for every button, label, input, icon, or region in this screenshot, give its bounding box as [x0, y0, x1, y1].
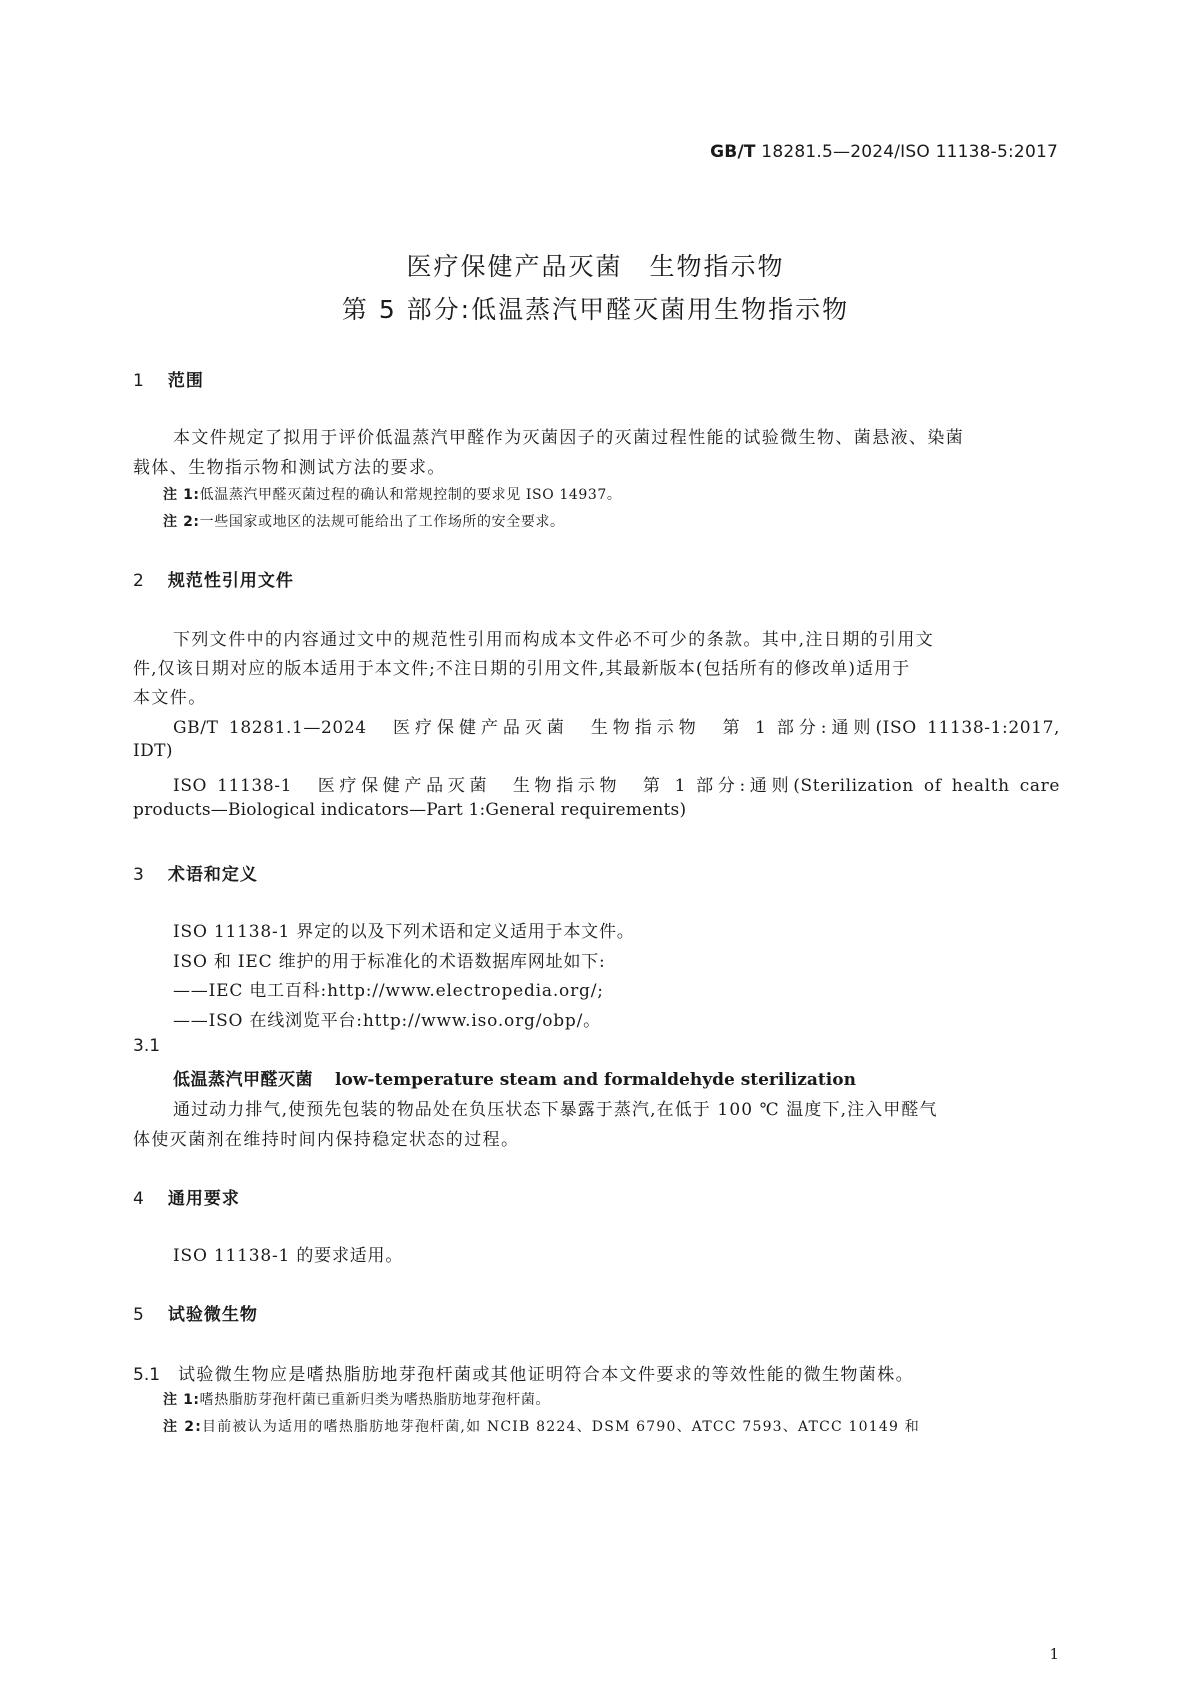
term-3-1 — [173, 1065, 856, 1090]
reference-2-line1: ISO 11138-1 医疗保健产品灭菌 生物指示物 第 1 部分:通则(Sterilization of health care — [173, 776, 1060, 796]
section-title: 试验微生物 — [167, 1305, 258, 1325]
subsection-3-1-number: 3.1 — [133, 1036, 161, 1056]
reference-2-line2: products—Biological indicators—Part 1:General requirements) — [133, 800, 687, 820]
document-title-line1: 医疗保健产品灭菌 生物指示物 — [406, 252, 785, 281]
section-3-iso-link-line: ——ISO 在线浏览平台:http://www.iso.org/obp/。 — [173, 1011, 601, 1031]
section-1-heading — [133, 366, 204, 391]
standard-code — [710, 142, 1058, 162]
section-3-paragraph-1: ISO 11138-1 界定的以及下列术语和定义适用于本文件。 — [173, 922, 635, 942]
section-2-paragraph-line1: 下列文件中的内容通过文中的规范性引用而构成本文件必不可少的条款。其中,注日期的引用文 — [173, 630, 935, 650]
note-text: 嗜热脂肪芽孢杆菌已重新归类为嗜热脂肪地芽孢杆菌。 — [199, 1392, 551, 1408]
section-1-note-2 — [163, 511, 565, 531]
note-text: 目前被认为适用的嗜热脂肪地芽孢杆菌,如 NCIB 8224、DSM 6790、ATCC 7593、ATCC 10149 和 — [202, 1419, 920, 1435]
section-4-paragraph: ISO 11138-1 的要求适用。 — [173, 1246, 404, 1266]
note-label: 注 1: — [163, 487, 200, 503]
section-5-heading — [133, 1300, 258, 1325]
note-label: 注 2: — [163, 1419, 203, 1435]
section-2-paragraph-line2: 件,仅该日期对应的版本适用于本文件;不注日期的引用文件,其最新版本(包括所有的修改单)适用于 — [133, 659, 911, 679]
section-1-note-1 — [163, 484, 621, 504]
standard-code-number: 18281.5—2024/ISO 11138-5:2017 — [761, 142, 1058, 162]
section-number: 1 — [133, 371, 145, 391]
note-text: 低温蒸汽甲醛灭菌过程的确认和常规控制的要求见 ISO 14937。 — [199, 487, 622, 503]
section-number: 2 — [133, 571, 145, 591]
standard-code-prefix: GB/T — [710, 142, 756, 162]
reference-1-line2: IDT) — [133, 741, 173, 761]
term-english: low-temperature steam and formaldehyde sterilization — [335, 1070, 856, 1090]
note-text: 一些国家或地区的法规可能给出了工作场所的安全要求。 — [199, 514, 565, 530]
section-3-iec-link-line: ——IEC 电工百科:http://www.electropedia.org/; — [173, 981, 604, 1001]
section-title: 通用要求 — [167, 1189, 240, 1209]
section-number: 3 — [133, 865, 145, 885]
subsection-5-1 — [133, 1360, 914, 1385]
section-number: 4 — [133, 1189, 145, 1209]
term-3-1-definition-line1: 通过动力排气,使预先包装的物品处在负压状态下暴露于蒸汽,在低于 100 ℃ 温度下,注入甲醛气 — [173, 1100, 938, 1120]
section-2-heading — [133, 566, 294, 591]
section-number: 5 — [133, 1305, 145, 1325]
section-1-paragraph-line1: 本文件规定了拟用于评价低温蒸汽甲醛作为灭菌因子的灭菌过程性能的试验微生物、菌悬液、染菌 — [173, 428, 965, 448]
section-3-heading — [133, 860, 258, 885]
section-2-paragraph-line3: 本文件。 — [133, 688, 207, 708]
section-5-note-2 — [163, 1416, 920, 1436]
subsection-number: 5.1 — [133, 1365, 161, 1385]
term-3-1-definition-line2: 体使灭菌剂在维持时间内保持稳定状态的过程。 — [133, 1130, 520, 1150]
section-title: 术语和定义 — [167, 865, 258, 885]
section-4-heading — [133, 1184, 240, 1209]
section-title: 范围 — [167, 371, 204, 391]
subsection-text: 试验微生物应是嗜热脂肪地芽孢杆菌或其他证明符合本文件要求的等效性能的微生物菌株。 — [178, 1365, 914, 1385]
term-chinese: 低温蒸汽甲醛灭菌 — [173, 1070, 313, 1090]
page-number: 1 — [1049, 1645, 1059, 1663]
section-3-paragraph-2: ISO 和 IEC 维护的用于标准化的术语数据库网址如下: — [173, 952, 606, 972]
reference-1-line1: GB/T 18281.1—2024 医疗保健产品灭菌 生物指示物 第 1 部分:通则(ISO 11138-1:2017, — [173, 718, 1060, 738]
note-label: 注 1: — [163, 1392, 200, 1408]
note-label: 注 2: — [163, 514, 200, 530]
document-title-line2: 第 5 部分:低温蒸汽甲醛灭菌用生物指示物 — [341, 295, 850, 324]
section-title: 规范性引用文件 — [167, 571, 294, 591]
section-1-paragraph-line2: 载体、生物指示物和测试方法的要求。 — [133, 458, 446, 478]
section-5-note-1 — [163, 1389, 550, 1409]
